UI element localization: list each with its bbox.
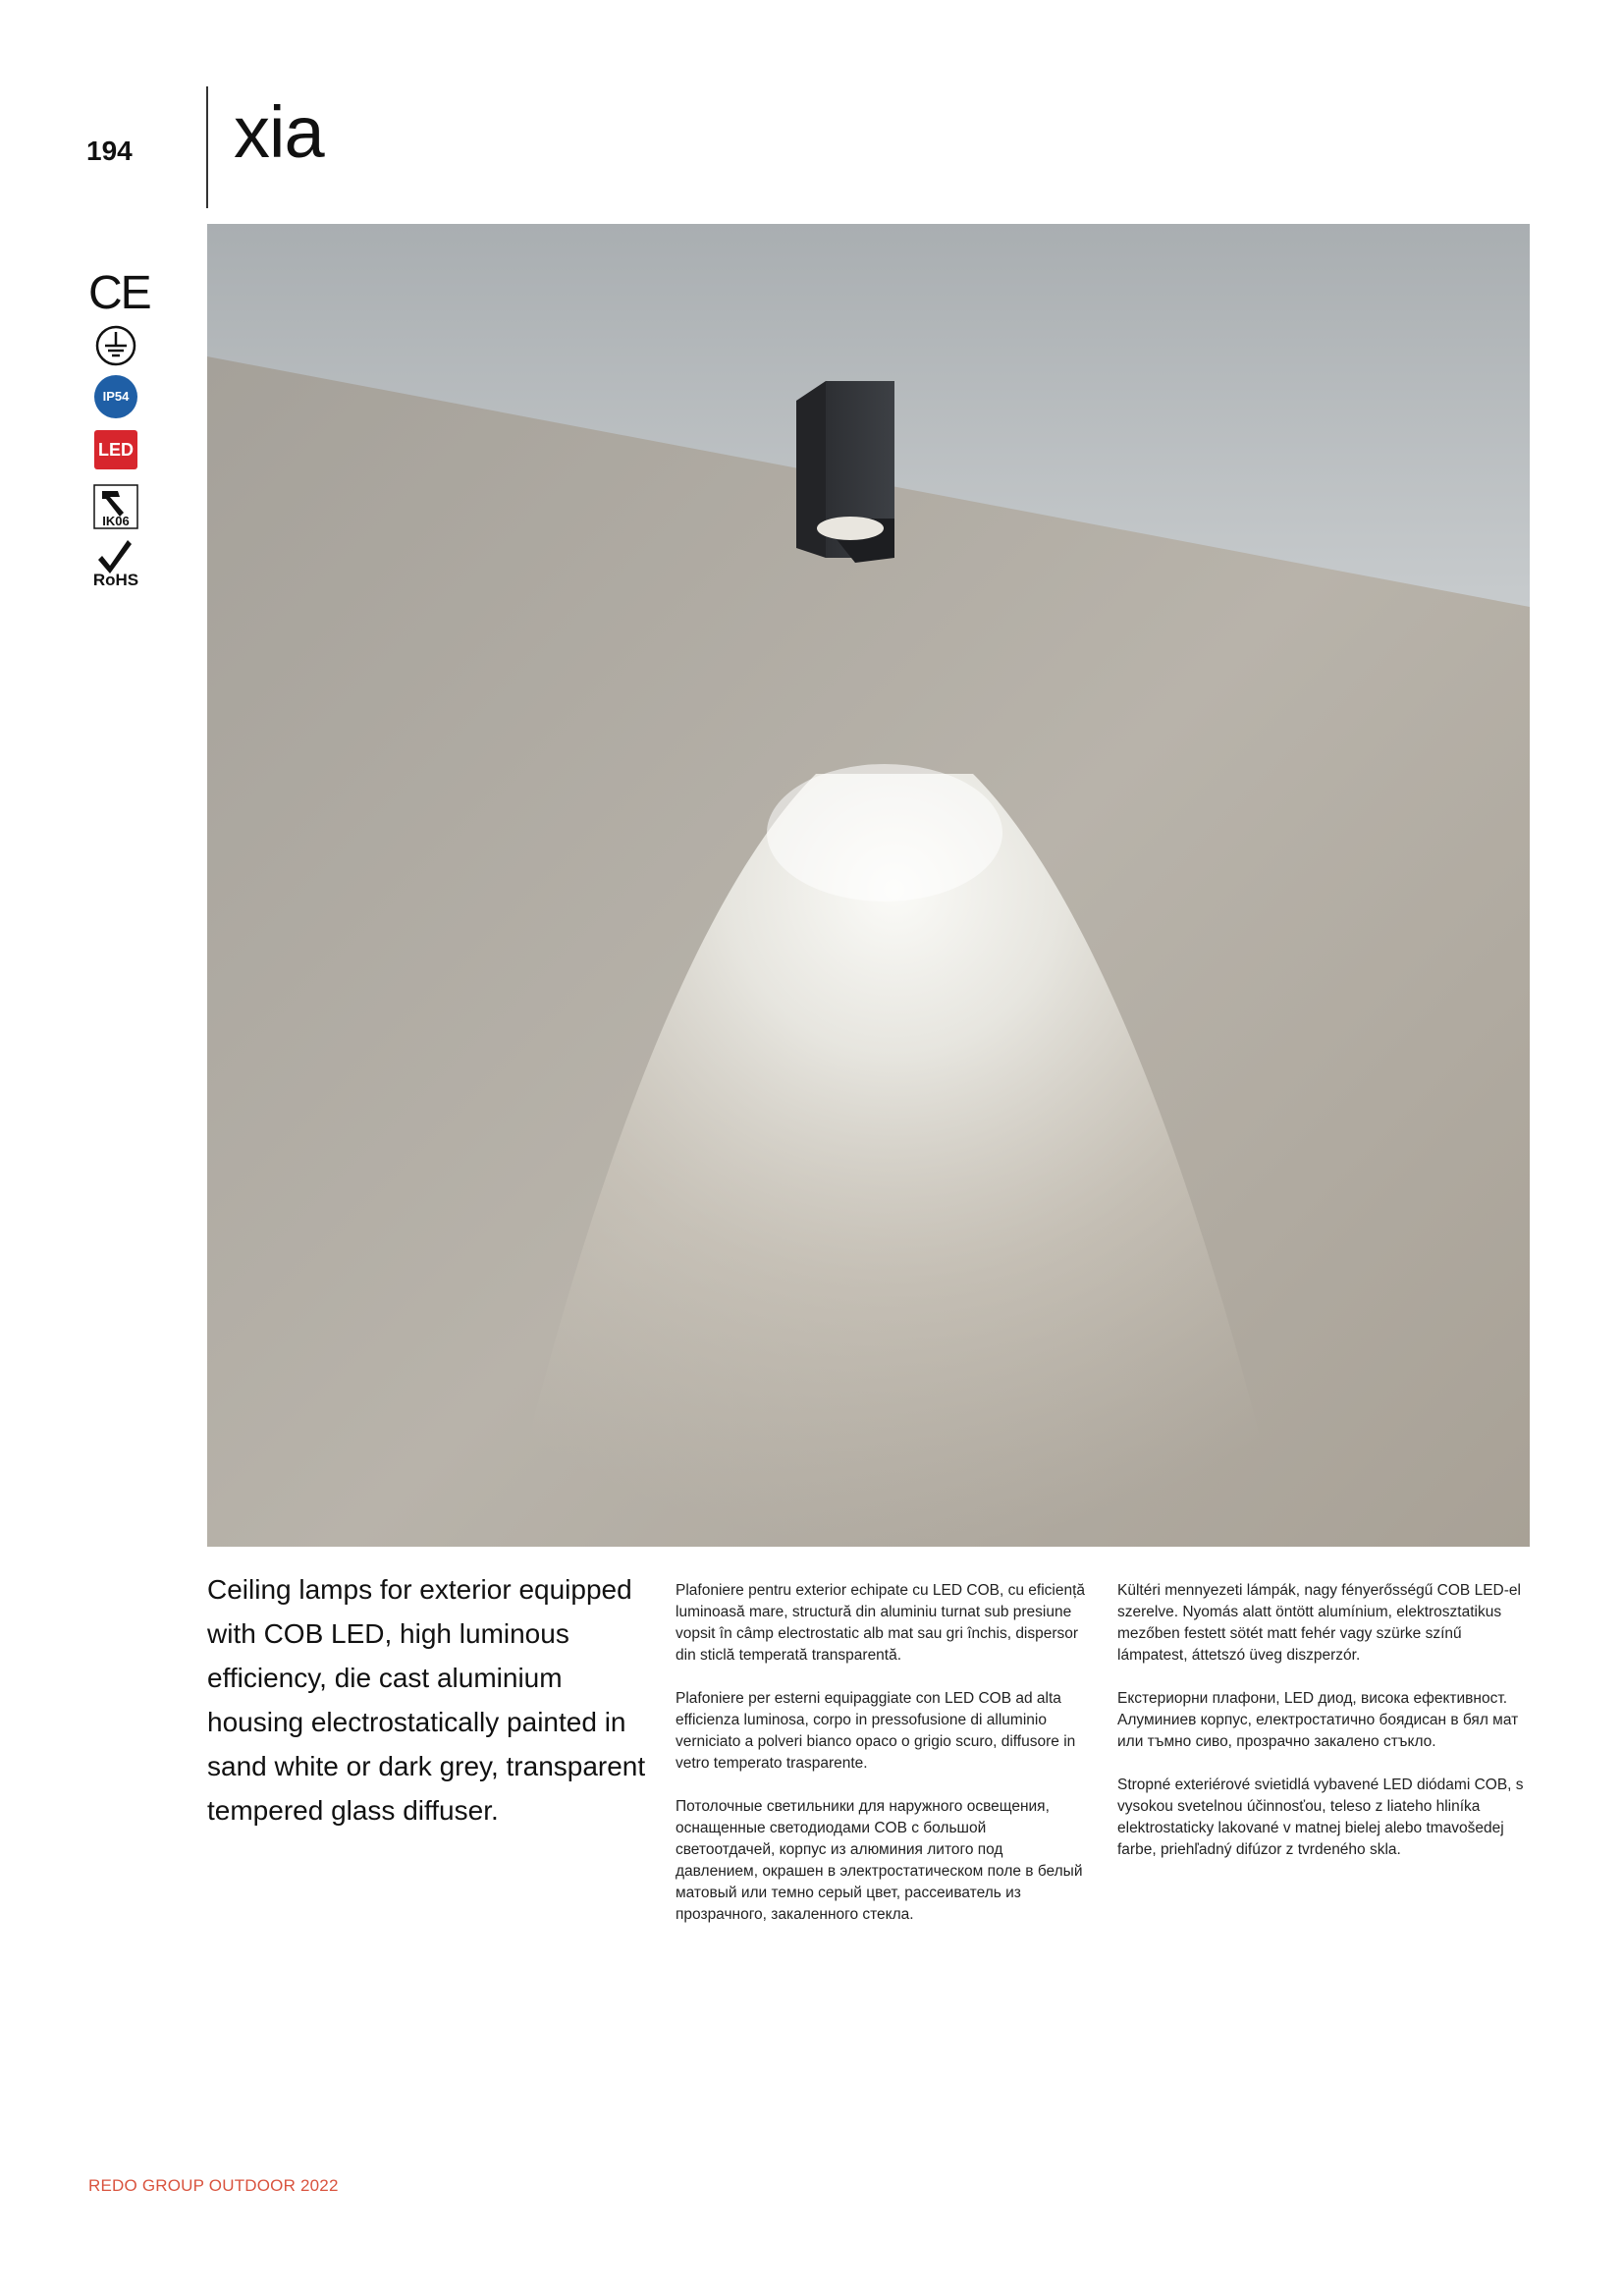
svg-text:IK06: IK06 — [102, 514, 130, 528]
ground-icon — [88, 324, 143, 367]
ik06-icon — [88, 483, 143, 530]
description-sk: Stropné exteriérové svietidlá vybavené LED diódami COB, s vysokou svetelnou účinnosťou, teleso z liateho hliníka elektrostaticky lakované v matnej bielej alebo tmavošedej farbe, priehľadný difúzor z tvrdeného skla. — [1117, 1777, 1524, 1858]
description-it: Plafoniere per esterni equipaggiate con LED COB ad alta efficienza luminosa, corpo in pressofusione di alluminio verniciato a polveri bianco opaco o grigio scuro, diffusore in vetro temperato trasparente. — [676, 1690, 1076, 1772]
title-divider — [206, 86, 208, 208]
svg-text:RoHS: RoHS — [92, 571, 139, 587]
page-number: 194 — [86, 136, 133, 166]
product-photo — [207, 224, 1530, 1547]
product-description-en: Ceiling lamps for exterior equipped with COB LED, high luminous efficiency, die cast aluminium housing electrostatically painted in sand white or dark grey, transparent tempered glass diffuser. — [207, 1574, 646, 1826]
description-ro: Plafoniere pentru exterior echipate cu LED COB, cu eficiență luminoasă mare, structură din aluminiu turnat sub presiune vopsit în câmp electrostatic alb mat sau gri închis, dispersor din sticlă temperată transparentă. — [676, 1582, 1086, 1664]
product-title: xia — [234, 91, 324, 173]
footer-text: REDO GROUP OUTDOOR 2022 — [88, 2176, 339, 2195]
rohs-icon — [88, 538, 143, 587]
description-hu: Kültéri mennyezeti lámpák, nagy fényerősségű COB LED-el szerelve. Nyomás alatt öntött alumínium, elektrosztatikus mezőben festett sötét matt fehér vagy szürke színű lámpatest, áttetszó üveg diszperzór. — [1117, 1582, 1521, 1664]
led-icon: LED — [88, 430, 143, 473]
ip54-icon: IP54 — [88, 375, 143, 420]
description-bg: Екстериорни плафони, LED диод, висока ефективност. Алуминиев корпус, електростатично боядисан в бял мат или тъмно сиво, прозрачно закалено стъкло. — [1117, 1690, 1519, 1750]
ce-mark-icon: CE — [88, 267, 150, 319]
certification-icons — [88, 267, 150, 587]
description-ru: Потолочные светильники для наружного освещения, оснащенные светодиодами COB с большой светоотдачей, корпус из алюминия литого под давлением, окрашен в электростатическом поле в белый матовый или темно серый цвет, рассеиватель из прозрачного, закаленного стекла. — [676, 1798, 1083, 1923]
description-column-b — [1117, 1580, 1530, 1883]
description-column-a — [676, 1580, 1088, 1947]
